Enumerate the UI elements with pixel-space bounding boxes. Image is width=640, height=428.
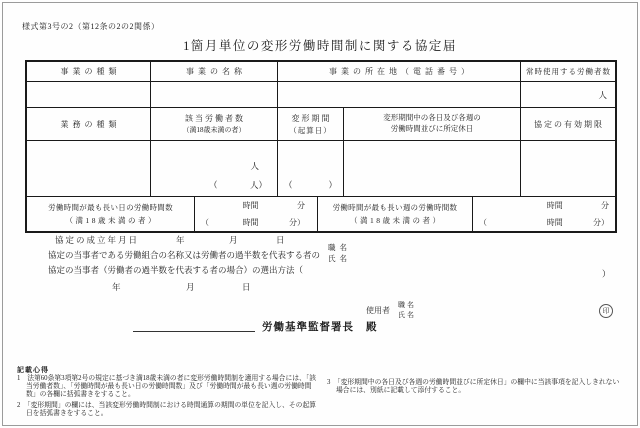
labor-office-label: 労働基準監督署長 xyxy=(262,322,354,333)
header-business-name: 事業の名称 xyxy=(150,62,277,81)
header-hours-holidays-line1: 変形期間中の各日及び各週の xyxy=(383,113,481,123)
header-period xyxy=(277,108,343,140)
paren-open: （ xyxy=(200,218,209,227)
person-close: 人） xyxy=(249,180,267,190)
label-longest-week-main: 労働時間が最も長い週の労働時間数 xyxy=(332,203,458,212)
header-applicable-workers-main: 該当労働者数 xyxy=(185,114,245,123)
header-period-sub: （起算日） xyxy=(289,125,332,135)
header-validity: 協定の有効期限 xyxy=(520,108,615,140)
employer-title-name-block xyxy=(398,300,416,320)
label-longest-day-main: 労働時間が最も長い日の労働時間数 xyxy=(48,203,173,212)
table-body-row-1 xyxy=(27,81,615,107)
notes-heading: 記載心得 xyxy=(17,366,49,374)
dono-label: 殿 xyxy=(366,322,378,333)
job-title-label: 職名 xyxy=(328,243,351,252)
field-validity[interactable] xyxy=(520,141,615,196)
label-longest-day-sub: （満18歳未満の者） xyxy=(65,216,158,225)
header-applicable-workers xyxy=(150,108,277,140)
month-label: 月 xyxy=(186,282,195,292)
minutes-close-label: 分） xyxy=(592,218,609,227)
field-longest-day-hours[interactable] xyxy=(194,197,317,231)
field-applicable-workers[interactable] xyxy=(150,141,277,196)
day-label: 日 xyxy=(242,282,251,292)
header-hours-holidays-line2: 労働時間並びに所定休日 xyxy=(390,124,474,133)
period-paren-line xyxy=(278,179,343,191)
hours-label: 時間 xyxy=(242,201,259,210)
table-header-row-2 xyxy=(27,107,615,140)
hours-label: 時間 xyxy=(546,201,563,210)
year-label: 年 xyxy=(176,235,185,245)
note-3: 3 「変形期間中の各日及び各週の労働時間並びに所定休日」の欄中に当該事項を記入しきれない場合には、別紙に記載して添付すること。 xyxy=(327,379,620,394)
longest-day-line2 xyxy=(195,214,317,231)
field-work-type[interactable] xyxy=(27,141,150,196)
header-business-address: 事業の所在地（電話番号） xyxy=(277,62,520,81)
longest-day-line1 xyxy=(195,197,317,214)
seal-icon: 印 xyxy=(599,304,613,318)
minutes-close-label: 分） xyxy=(288,218,305,227)
field-business-name[interactable] xyxy=(150,82,277,107)
field-regular-workers[interactable] xyxy=(520,82,615,107)
header-business-type: 事業の種類 xyxy=(60,67,121,76)
field-hours-holidays[interactable] xyxy=(343,141,520,196)
page-title: 1箇月単位の変形労働時間制に関する協定届 xyxy=(183,39,457,53)
unit-person-label: 人 xyxy=(598,90,607,100)
note-1: 1 法第60条第3項第2号の規定に基づき満18歳未満の者に変形労働時間制を適用する場合には、「該当労働者数」、「労働時間が最も長い日の労働時間数」及び「労働時間が最も長い週の労働時間数」の各欄に括弧書きをすること。 xyxy=(17,375,317,398)
person-unit: 人 xyxy=(250,161,259,171)
table-body-row-2 xyxy=(27,140,615,196)
day-label: 日 xyxy=(276,235,285,245)
notes-right-column xyxy=(327,379,625,398)
job-title-label: 職名 xyxy=(398,301,416,309)
header-work-type: 業務の種類 xyxy=(60,119,121,129)
year-label: 年 xyxy=(112,282,121,292)
longest-week-line2 xyxy=(473,214,615,231)
paren-close: ） xyxy=(328,180,337,190)
paren-open: （ xyxy=(284,180,293,190)
main-table xyxy=(25,60,617,233)
name-label: 氏名 xyxy=(398,311,416,319)
month-label: 月 xyxy=(229,235,238,245)
longest-week-line1 xyxy=(473,197,615,214)
header-applicable-workers-sub: （満18歳未満の者） xyxy=(182,126,246,134)
person-paren-line xyxy=(209,179,267,191)
office-name-underline xyxy=(133,331,255,332)
paren-open: （ xyxy=(209,180,218,190)
hours-label: 時間 xyxy=(546,218,563,227)
minutes-label: 分 xyxy=(600,201,609,210)
label-longest-week-sub: （満18歳未満の者） xyxy=(349,216,443,225)
header-period-main: 変形期間 xyxy=(291,113,332,123)
header-regular-workers: 常時使用する労働者数 xyxy=(520,62,615,81)
employer-label: 使用者 xyxy=(366,306,390,315)
header-hours-holidays xyxy=(343,108,520,140)
label-longest-day xyxy=(27,197,194,231)
table-header-row-1 xyxy=(27,62,615,81)
notes-left-column xyxy=(17,375,317,421)
selection-close-paren: ） xyxy=(602,269,611,279)
agreement-date-label: 協定の成立年月日 xyxy=(55,235,140,245)
note-2: 2 「変形期間」の欄には、当該変形労働時間制における時間通算の期間の単位を記入し、その起算日を括弧書きをすること。 xyxy=(17,402,317,417)
field-business-address[interactable] xyxy=(277,82,520,107)
field-period[interactable] xyxy=(277,141,343,196)
party-title-name-block xyxy=(328,242,351,264)
field-longest-week-hours[interactable] xyxy=(472,197,615,231)
selection-method-label: 協定の当事者（労働者の過半数を代表する者の場合）の選出方法（ xyxy=(48,265,304,275)
label-longest-week xyxy=(317,197,472,231)
form-number: 様式第3号の2（第12条の2の2関係） xyxy=(22,22,160,31)
party-union-label: 協定の当事者である労働組合の名称又は労働者の過半数を代表する者の xyxy=(48,250,321,260)
hours-label: 時間 xyxy=(242,218,259,227)
field-business-type[interactable] xyxy=(27,82,150,107)
minutes-label: 分 xyxy=(296,201,305,210)
paren-open: （ xyxy=(478,218,487,227)
name-label: 氏名 xyxy=(328,254,351,263)
table-bottom-row xyxy=(27,196,615,231)
